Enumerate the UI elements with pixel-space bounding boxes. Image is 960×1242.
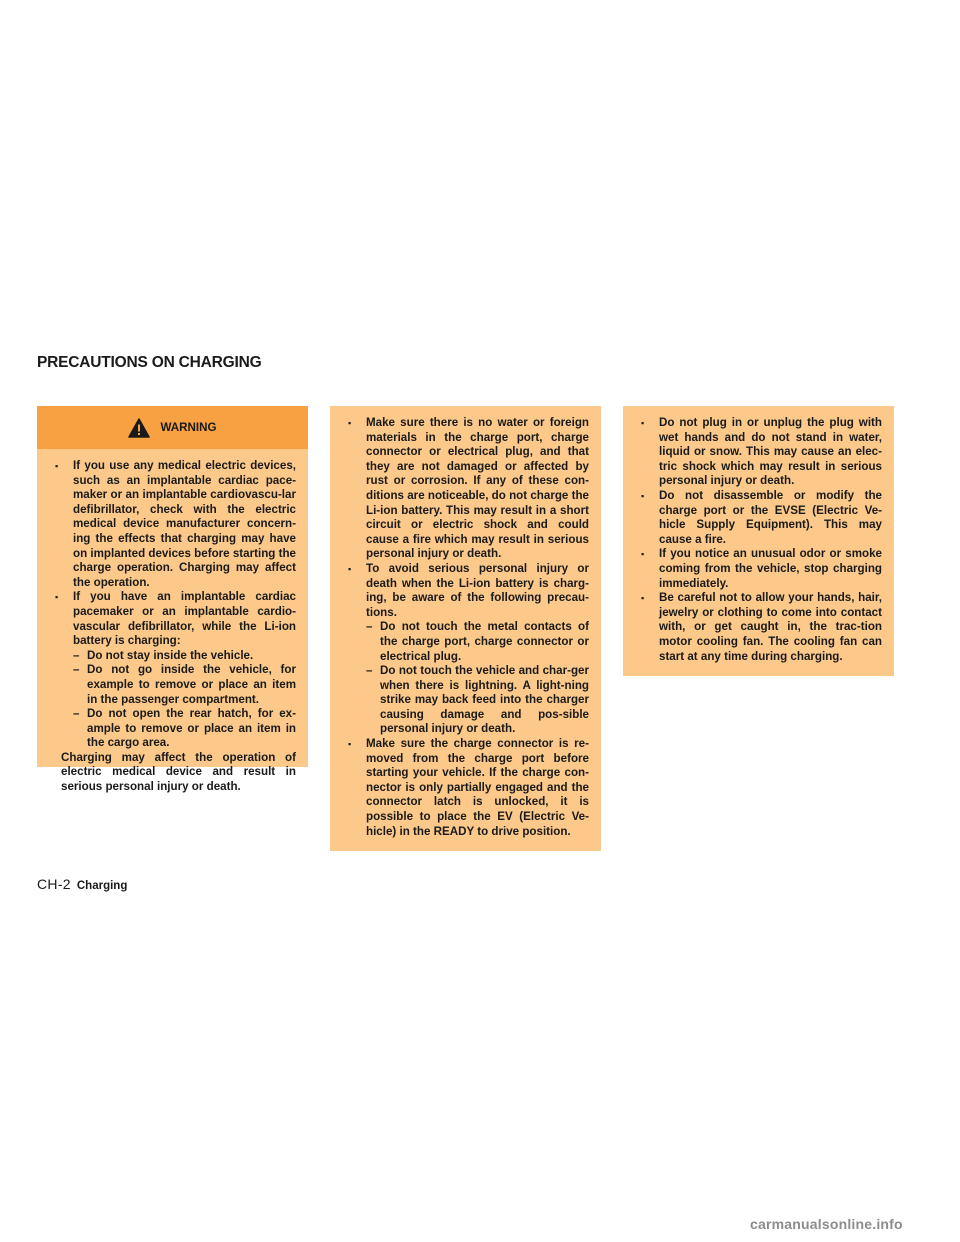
warning-label: WARNING	[160, 421, 217, 434]
list-item: ▪ Make sure there is no water or foreign materials in the charge port, charge connector or electrical plug, and that they are not damaged or affected by rust or corrosion. If any of these con-ditions are noticeable, do not charge the Li-ion battery. This may result in a short circuit or electric shock and could cause a fire which may result in serious personal injury or death.	[342, 416, 589, 562]
sub-list-item: – Do not touch the vehicle and char-ger when there is lightning. A light-ning strike may back feed into the charger causing damage and pos-sible personal injury or death.	[366, 664, 589, 737]
warning-header	[37, 406, 308, 449]
warning-panel-column-1	[37, 406, 308, 794]
sub-list-item: – Do not stay inside the vehicle.	[73, 649, 296, 664]
list-item: ▪ If you notice an unusual odor or smoke coming from the vehicle, stop charging immediately.	[635, 547, 882, 591]
warning-panel-column-3	[623, 406, 894, 676]
sub-list-item: – Do not open the rear hatch, for ex-ample to remove or place an item in the cargo area.	[73, 707, 296, 751]
section-title: PRECAUTIONS ON CHARGING	[37, 354, 262, 371]
list-item: ▪ Make sure the charge connector is re-moved from the charge port before starting your vehicle. If the charge con-nector is only partially engaged and the connector latch is unlocked, it is possible to place the EV (Electric Ve-hicle) in the READY to drive position.	[342, 737, 589, 839]
warning-triangle-icon	[128, 418, 150, 438]
list-item: ▪ If you use any medical electric devices, such as an implantable cardiac pace-maker or an implantable cardiovascu-lar defibrillator, check with the electric medical device manufacturer concern-ing the effects that charging may have on implanted devices before starting the charge operation. Charging may affect the operation.	[49, 459, 296, 590]
list-item: ▪ To avoid serious personal injury or death when the Li-ion battery is charg-ing, be aware of the following precau-tions. – Do not touch the metal contacts of the charge port, charge connector or electrical plug. – Do not touch the vehicle and char-ger when there is lightning. A light-ning strike may back feed into the charger causing damage and pos-sible personal injury or death.	[342, 562, 589, 737]
watermark: carmanualsonline.info	[750, 1216, 903, 1232]
chapter-name: Charging	[76, 880, 128, 892]
list-item: ▪ Be careful not to allow your hands, hair, jewelry or clothing to come into contact with, or get caught in, the trac-tion motor cooling fan. The cooling fan can start at any time during charging.	[635, 591, 882, 664]
warning-panel-column-2	[330, 406, 601, 851]
list-item: ▪ Do not disassemble or modify the charge port or the EVSE (Electric Ve-hicle Supply Equipment). This may cause a fire.	[635, 489, 882, 547]
list-item: ▪ Do not plug in or unplug the plug with wet hands and do not stand in water, liquid or snow. This may cause an elec-tric shock which may result in serious personal injury or death.	[635, 416, 882, 489]
page-number: CH-2	[37, 876, 71, 892]
warning-note: Charging may affect the operation of electric medical device and result in serious personal injury or death.	[61, 750, 296, 794]
sub-list-item: – Do not go inside the vehicle, for example to remove or place an item in the passenger compartment.	[73, 663, 296, 707]
sub-list-item: – Do not touch the metal contacts of the charge port, charge connector or electrical plug.	[366, 620, 589, 664]
page-footer	[37, 876, 127, 892]
list-item: ▪ If you have an implantable cardiac pacemaker or an implantable cardio-vascular defibrillator, while the Li-ion battery is charging: – Do not stay inside the vehicle. – Do not go inside the vehicle, for example to remove or place an item in the passenger compartment. – Do not open the rear hatch, for ex-ample to remove or place an item in the cargo area.	[49, 590, 296, 751]
